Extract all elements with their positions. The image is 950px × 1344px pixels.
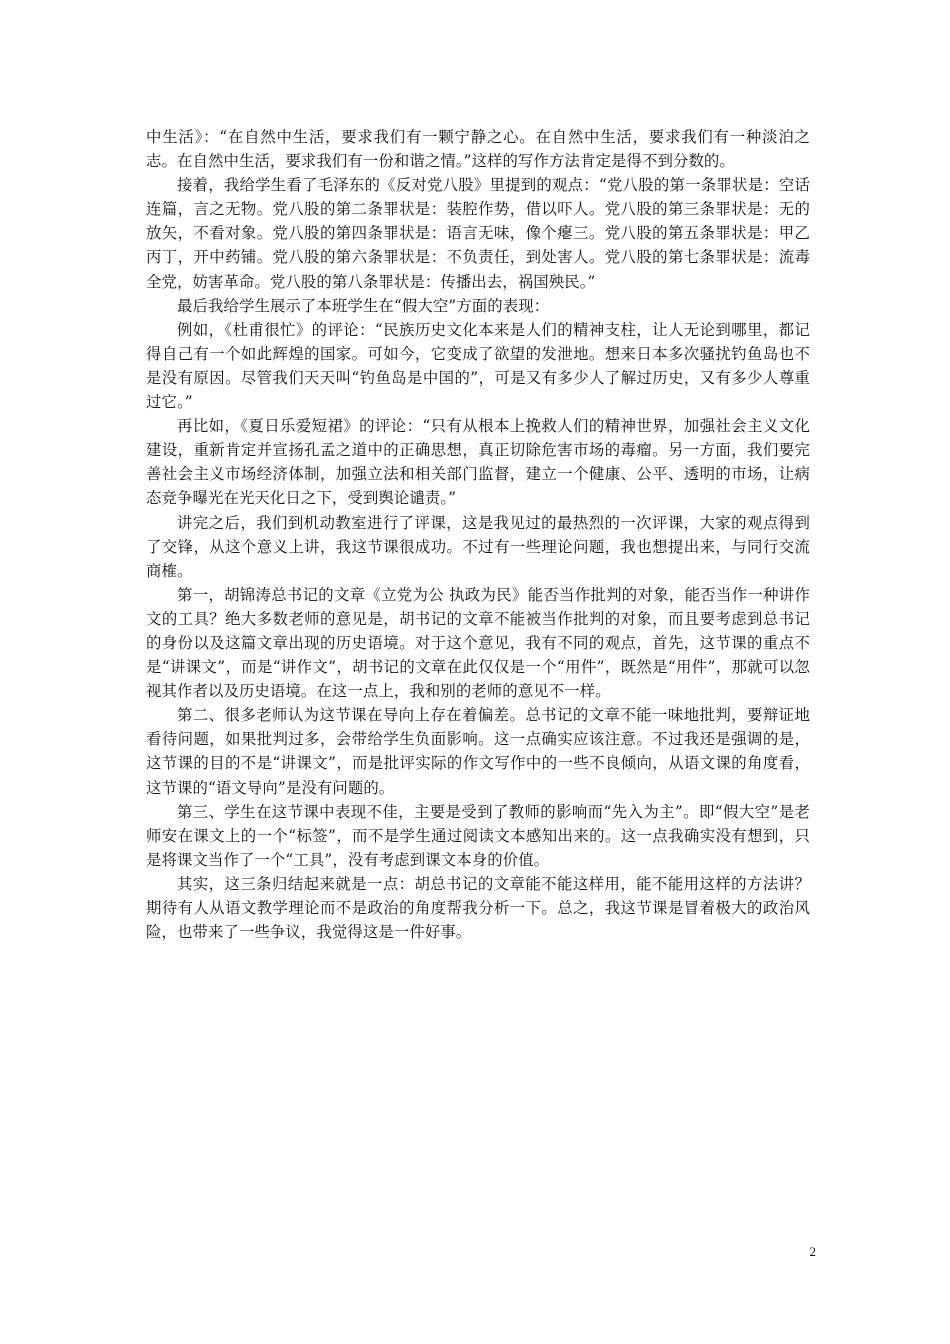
- paragraph-student-examples-intro: 最后我给学生展示了本班学生在“假大空”方面的表现：: [177, 296, 550, 315]
- paragraph-continuation: 中生活》：“在自然中生活，要求我们有一颗宁静之心。在自然中生活，要求我们有一种淡泊之志。在自然中生活，要求我们有一份和谐之情。”这样的写作方法肯定是得不到分数的。: [146, 128, 810, 171]
- page-number: 2: [809, 1244, 816, 1259]
- paragraph-point-two: 第二、很多老师认为这节课在导向上存在着偏差。总书记的文章不能一味地批判，要辩证地看待问题，如果批判过多，会带给学生负面影响。这一点确实应该注意。不过我还是强调的是，这节课的目的不是“讲课文”，而是批评实际的作文写作中的一些不良倾向，从语文课的角度看，这节课的“语文导向”是没有问题的。: [146, 706, 810, 797]
- paragraph-point-one: 第一，胡锦涛总书记的文章《立党为公 执政为民》能否当作批判的对象，能否当作一种讲作文的工具？绝大多数老师的意见是，胡书记的文章不能被当作批判的对象，而且要考虑到总书记的身份以及这篇文章出现的历史语境。对于这个意见，我有不同的观点，首先，这节课的重点不是“讲课文”，而是“讲作文”，胡书记的文章在此仅仅是一个“用件”，既然是“用件”，那就可以忽视其作者以及历史语境。在这一点上，我和别的老师的意见不一样。: [146, 585, 810, 701]
- document-body: [146, 125, 810, 944]
- paragraph-dangbagu-quote: 接着，我给学生看了毛泽东的《反对党八股》里提到的观点：“党八股的第一条罪状是：空话连篇，言之无物。党八股的第二条罪状是：装腔作势，借以吓人。党八股的第三条罪状是：无的放矢，不看对象。党八股的第四条罪状是：语言无味，像个瘪三。党八股的第五条罪状是：甲乙丙丁，开中药铺。党八股的第六条罪状是：不负责任，到处害人。党八股的第七条罪状是：流毒全党，妨害革命。党八股的第八条罪状是：传播出去，祸国殃民。”: [146, 176, 810, 291]
- paragraph-conclusion: 其实，这三条归结起来就是一点：胡总书记的文章能不能这样用，能不能用这样的方法讲？期待有人从语文教学理论而不是政治的角度帮我分析一下。总之，我这节课是冒着极大的政治风险，也带来了一些争议，我觉得这是一件好事。: [146, 874, 810, 942]
- paragraph-lesson-review: 讲完之后，我们到机动教室进行了评课，这是我见过的最热烈的一次评课，大家的观点得到了交锋，从这个意义上讲，我这节课很成功。不过有一些理论问题，我也想提出来，与同行交流商榷。: [146, 513, 810, 580]
- paragraph-point-three: 第三、学生在这节课中表现不佳，主要是受到了教师的影响而“先入为主”。即“假大空”是老师安在课文上的一个“标签”，而不是学生通过阅读文本感知出来的。这一点我确实没有想到，只是将课文当作了一个“工具”，没有考虑到课文本身的价值。: [146, 802, 810, 869]
- paragraph-example-summer: 再比如，《夏日乐爱短裙》的评论：“只有从根本上挽救人们的精神世界，加强社会主义文化建设，重新肯定并宣扬孔孟之道中的正确思想，真正切除危害市场的毒瘤。另一方面，我们要完善社会主义市场经济体制，加强立法和相关部门监督，建立一个健康、公平、透明的市场，让病态竞争曝光在光天化日之下，受到舆论谴责。”: [146, 417, 810, 508]
- paragraph-example-dufu: 例如，《杜甫很忙》的评论：“民族历史文化本来是人们的精神支柱，让人无论到哪里，都记得自己有一个如此辉煌的国家。可如今，它变成了欲望的发泄地。想来日本多次骚扰钓鱼岛也不是没有原因。尽管我们天天叫“钓鱼岛是中国的”，可是又有多少人了解过历史，又有多少人尊重过它。”: [146, 320, 810, 412]
